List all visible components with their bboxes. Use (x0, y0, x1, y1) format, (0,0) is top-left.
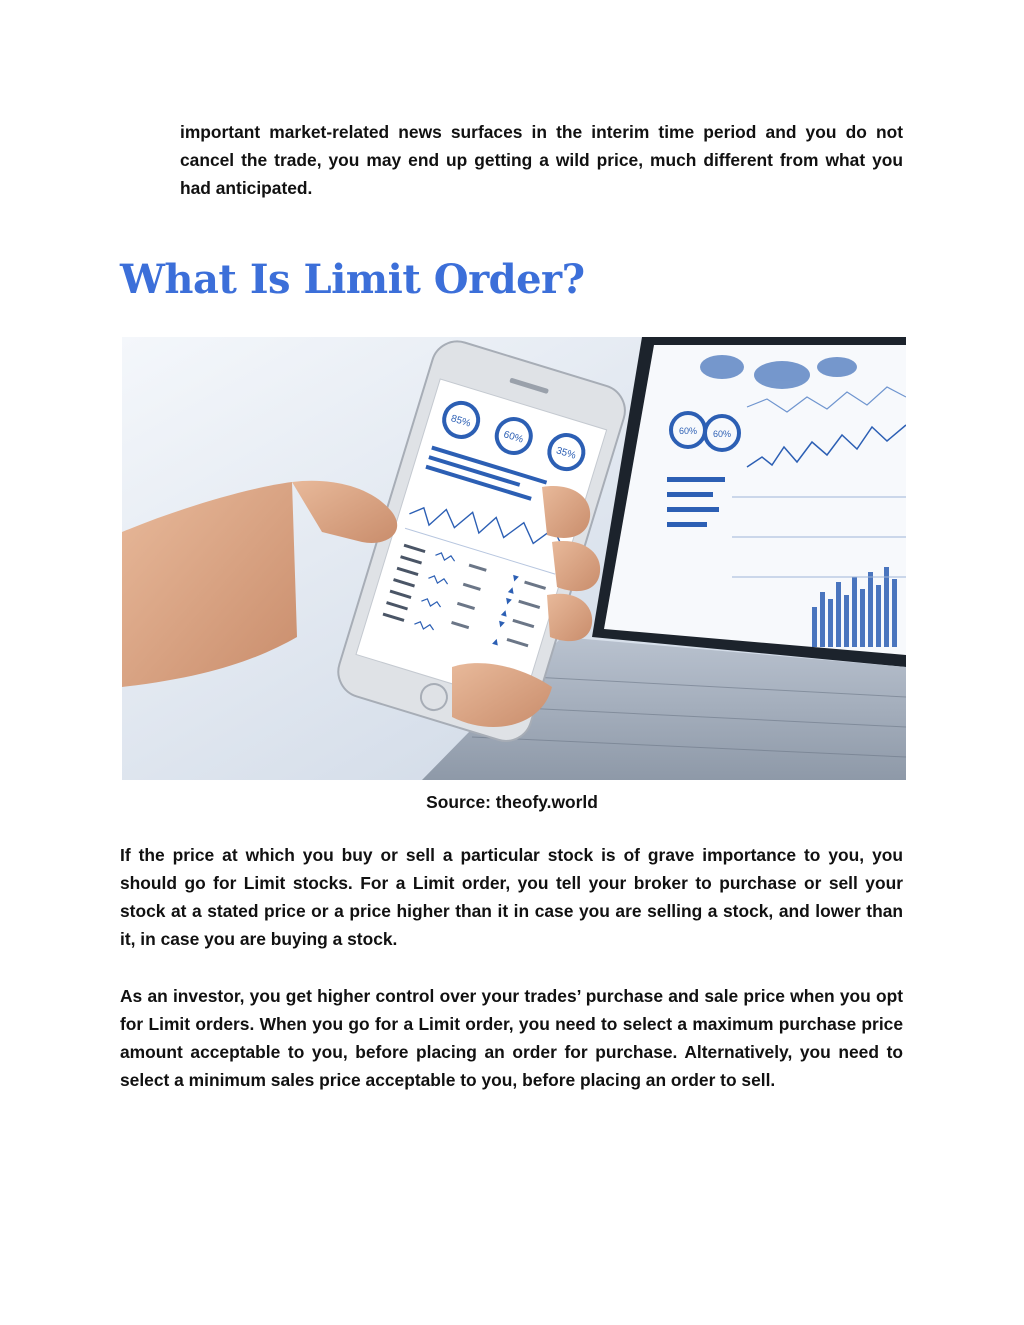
svg-text:60%: 60% (678, 426, 698, 436)
intro-paragraph: important market-related news surfaces in the interim time period and you do not cancel the trade, you may end up getting a wild price, much different from what you had anticipated. (180, 122, 903, 198)
section-heading: What Is Limit Order? (120, 256, 585, 303)
image-caption: Source: theofy.world (426, 792, 598, 812)
body-paragraph: As an investor, you get higher control over your trades’ purchase and sale price when you opt for Limit orders. When you go for a Limit order, you need to select a maximum purchase price amount acceptable to you, before placing an order for purchase. Alternatively, you need to select a minimum sales price acceptable to you, before placing an order to sell. (120, 986, 903, 1090)
svg-text:60%: 60% (712, 429, 732, 439)
body-paragraph: If the price at which you buy or sell a particular stock is of grave importance to you, you should go for Limit stocks. For a Limit order, you tell your broker to purchase or sell your stock at a stated price or a price higher than it in case you are selling a stock, and lower than it, in case you are buying a stock. (120, 845, 903, 949)
svg-text:35%: 35% (554, 445, 578, 462)
svg-text:85%: 85% (449, 413, 472, 430)
svg-text:60%: 60% (502, 429, 525, 446)
trading-app-photo (122, 337, 906, 780)
